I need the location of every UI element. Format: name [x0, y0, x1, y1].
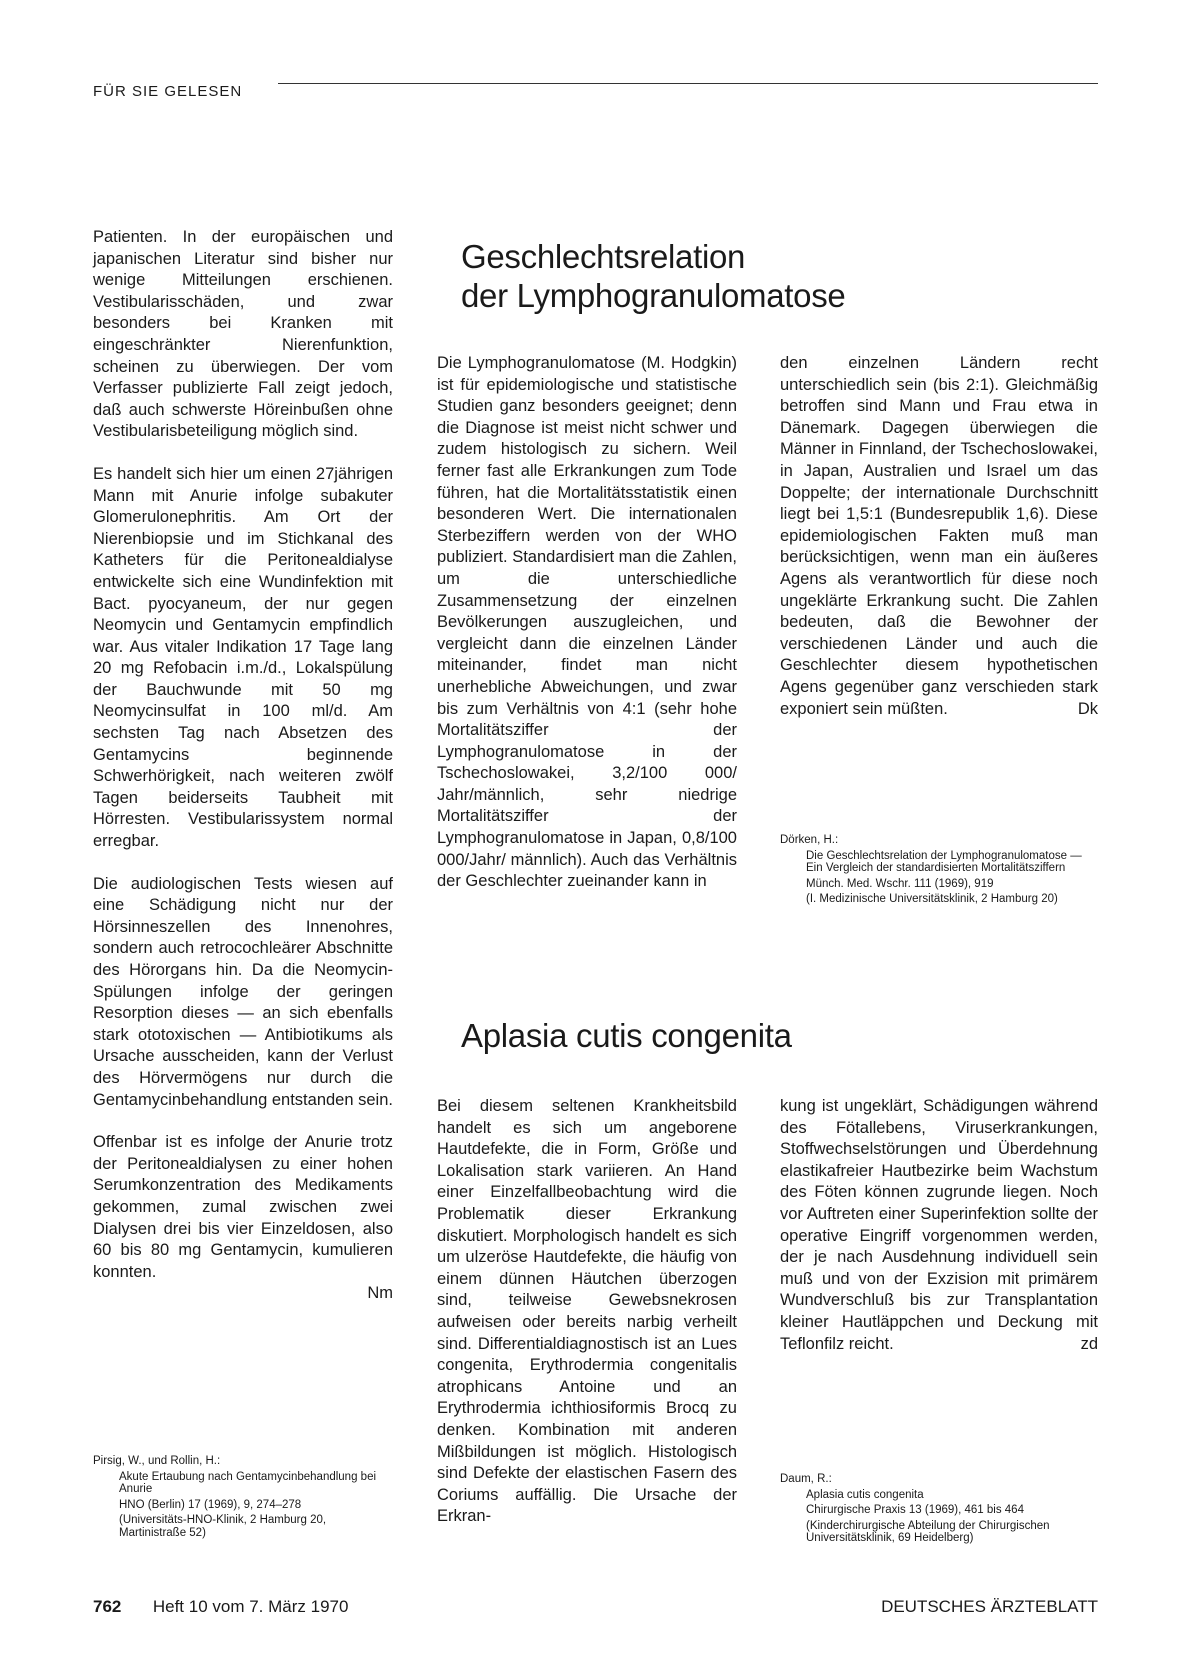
- reference-institution: (Kinderchirurgische Abteilung der Chirurgischen Universitätsklinik, 69 Heidelberg): [806, 1519, 1050, 1544]
- paragraph: kung ist ungeklärt, Schädigungen während des Fötallebens, Viruserkrankungen, Stoffwechselstörungen und Überdehnung elastikafreier Hautbezirke beim Wachstum des Föten können zugrunde liegen. Noch vor Auftreten einer Superinfektion sollte der operative Eingriff vorgenommen werden, der je nach Ausdehnung individuell sein muß und von der Exzision mit primärem Wundverschluß bis zur Transplantation kleiner Hautläppchen und Deckung mit Teflonfilz reicht.: [780, 1097, 1098, 1353]
- footer-left: [93, 1597, 348, 1617]
- reference-title: Die Geschlechtsrelation der Lymphogranulomatose — Ein Vergleich der standardisierten Mortalitätsziffern: [806, 849, 1082, 874]
- footer-journal: DEUTSCHES ÄRZTEBLATT: [881, 1597, 1098, 1616]
- paragraph: Patienten. In der europäischen und japanischen Literatur sind bisher nur wenige Mitteilungen erschienen. Vestibularisschäden, und zwar besonders bei Kranken mit eingeschränkter Nierenfunktion, scheinen zu überwiegen. Der vom Verfasser publizierte Fall zeigt jedoch, daß auch schwerste Höreinbußen ohne Vestibularisbeteiligung möglich sind.: [93, 228, 393, 441]
- reference-title: Akute Ertaubung nach Gentamycinbehandlung bei Anurie: [119, 1470, 377, 1495]
- article-title-line: Geschlechtsrelation: [461, 238, 746, 275]
- reference-authors: Dörken, H.:: [780, 834, 839, 846]
- reference-institution: (I. Medizinische Universitätsklinik, 2 Hamburg 20): [806, 893, 1058, 905]
- header-rule: [278, 83, 1098, 84]
- reference-authors: Daum, R.:: [780, 1473, 832, 1485]
- reference-authors: Pirsig, W., und Rollin, H.:: [93, 1455, 221, 1467]
- article1-col2: [780, 353, 1098, 720]
- reference-article1: [780, 834, 1098, 909]
- section-header: FÜR SIE GELESEN: [93, 83, 243, 100]
- paragraph: Die audiologischen Tests wiesen auf eine Schädigung nicht nur der Hörsinneszellen des Innenohres, sondern auch retrocochleärer Abschnitte des Hörorgans hin. Da die Neomycin-Spülungen infolge der geringen Resorption dieses — an sich ebenfalls stark ototoxischen — Antibiotikums als Ursache ausscheiden, kann der Verlust des Hörvermögens nur durch die Gentamycinbehandlung entstanden sein.: [93, 874, 393, 1109]
- paragraph: Offenbar ist es infolge der Anurie trotz der Peritonealdialysen zu einer hohen Serumkonzentration des Medikaments gekommen, zumal zwischen zwei Dialysen drei bis vier Einzeldosen, also 60 bis 80 mg Gentamycin, kumulieren konnten.: [93, 1133, 393, 1281]
- signature: Nm: [367, 1284, 393, 1303]
- reference-article2: [780, 1473, 1098, 1548]
- article2-col2: [780, 1096, 1098, 1355]
- signature: zd: [1080, 1334, 1098, 1353]
- reference-institution: (Universitäts-HNO-Klinik, 2 Hamburg 20, Martinistraße 52): [119, 1514, 327, 1539]
- signature: Dk: [1077, 699, 1098, 718]
- paragraph: Die Lymphogranulomatose (M. Hodgkin) ist für epidemiologische und statistische Studien ganz besonders geeignet; denn die Diagnose ist meist nicht schwer und zudem histologisch zu sichern. Weil ferner fast alle Erkrankungen zum Tode führen, hat die Mortalitätsstatistik einen besonderen Wert. Die internationalen Sterbeziffern werden von der WHO publiziert. Standardisiert man die Zahlen, um die unterschiedliche Zusammensetzung der einzelnen Bevölkerungen auszugleichen, und vergleicht dann die einzelnen Länder miteinander, findet man nicht unerhebliche Abweichungen, und zwar bis zum Verhältnis von 4:1 (sehr hohe Mortalitätsziffer der Lymphogranulomatose in der Tschechoslowakei, 3,2/100 000/ Jahr/männlich, sehr niedrige Mortalitätsziffer der Lymphogranulomatose in Japan, 0,8/100 000/Jahr/ männlich). Auch das Verhältnis der Geschlechter zueinander kann in: [437, 354, 737, 891]
- article-title: Aplasia cutis congenita: [461, 1017, 792, 1054]
- reference-journal: Münch. Med. Wschr. 111 (1969), 919: [806, 877, 994, 890]
- article1-col1: [437, 353, 737, 893]
- reference-journal: HNO (Berlin) 17 (1969), 9, 274–278: [119, 1498, 302, 1511]
- left-column: [93, 227, 393, 1305]
- article-title-line: der Lymphogranulomatose: [461, 277, 846, 314]
- issue-info: Heft 10 vom 7. März 1970: [152, 1597, 349, 1616]
- reference-left: [93, 1455, 393, 1542]
- article-title: [461, 237, 845, 315]
- paragraph: Bei diesem seltenen Krankheitsbild handelt es sich um angeborene Hautdefekte, die in Form, Größe und Lokalisation stark variieren. An Hand einer Einzelfallbeobachtung wird die Problematik dieser Erkrankung diskutiert. Morphologisch handelt es sich um ulzeröse Hautdefekte, die häufig von einem dünnen Häutchen überzogen sind, teilweise Gewebsnekrosen aufweisen oder bereits narbig verheilt sind. Differentialdiagnostisch ist an Lues congenita, Erythrodermia congenitalis atrophicans Antoine und an Erythrodermia ichthiosiformis Brocq zu denken. Kombination mit anderen Mißbildungen ist möglich. Histologisch sind Defekte der elastischen Fasern des Coriums auffällig. Die Ursache der Erkran-: [437, 1097, 737, 1526]
- reference-title: Aplasia cutis congenita: [806, 1488, 924, 1501]
- article2-col1: [437, 1096, 737, 1528]
- paragraph: den einzelnen Ländern recht unterschiedlich sein (bis 2:1). Gleichmäßig betroffen sind Mann und Frau etwa in Dänemark. Dagegen überwiegen die Männer in Finnland, der Tschechoslowakei, in Japan, Australien und Israel um das Doppelte; der internationale Durchschnitt liegt bei 1,5:1 (Bundesrepublik 1,6). Diese epidemiologischen Fakten muß man berücksichtigen, wenn man ein äußeres Agens als verantwortlich für diese noch ungeklärte Erkrankung sucht. Die Zahlen bedeuten, daß die Bewohner der verschiedenen Länder und auch die Geschlechter diesem hypothetischen Agens gegenüber ganz verschieden stark exponiert sein müßten.: [780, 354, 1098, 718]
- page-number: 762: [93, 1597, 122, 1616]
- reference-journal: Chirurgische Praxis 13 (1969), 461 bis 464: [806, 1504, 1024, 1516]
- paragraph: Es handelt sich hier um einen 27jährigen Mann mit Anurie infolge subakuter Glomerulonephritis. Am Ort der Nierenbiopsie und im Stichkanal des Katheters für die Peritonealdialyse entwickelte sich eine Wundinfektion mit Bact. pyocyaneum, der nur gegen Neomycin und Gentamycin empfindlich war. Aus vitaler Indikation 17 Tage lang 20 mg Refobacin i.m./d., Lokalspülung der Bauchwunde mit 50 mg Neomycinsulfat in 100 ml/d. Am sechsten Tag nach Absetzen des Gentamycins beginnende Schwerhörigkeit, nach weiteren zwölf Tagen beiderseits Taubheit mit Hörresten. Vestibularissystem normal erregbar.: [93, 464, 393, 851]
